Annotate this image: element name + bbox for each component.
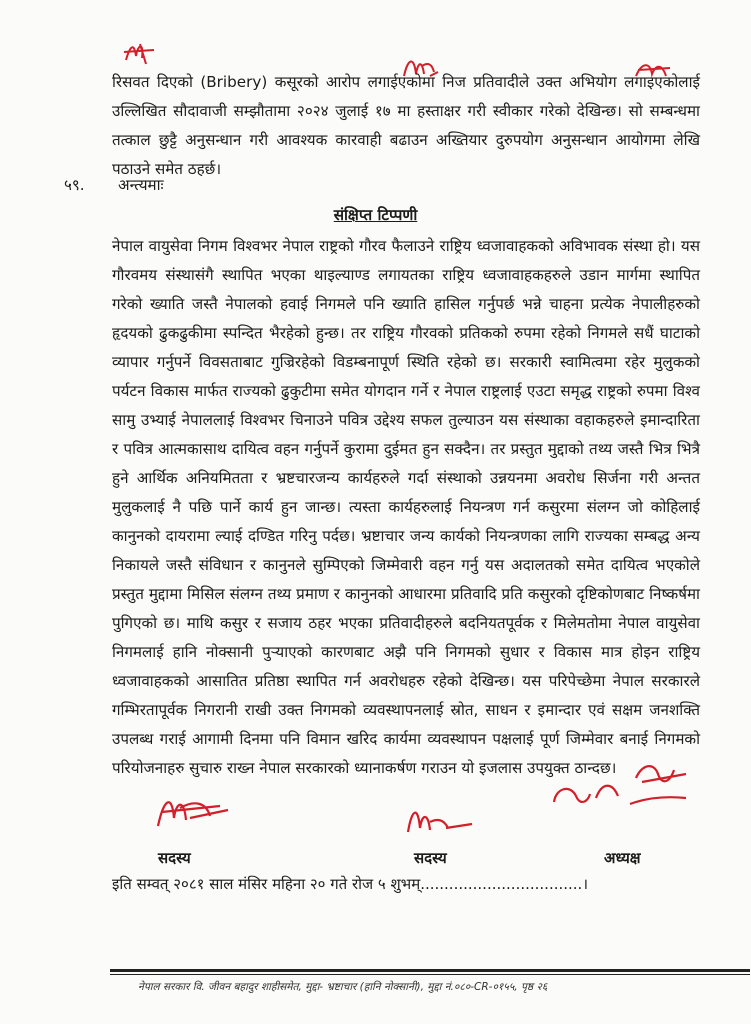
- date-line: इति सम्वत् २०८१ साल मंसिर महिना २० गते रोज ५ शुभम्..................................।: [112, 875, 589, 893]
- signature-left: [150, 788, 240, 836]
- signature-middle: [402, 800, 480, 840]
- heading-text: संक्षिप्त टिप्पणी: [333, 206, 418, 224]
- body-paragraph: [112, 232, 700, 783]
- signatory-role-right: अध्यक्ष: [604, 849, 641, 867]
- signatory-role-left: सदस्य: [158, 849, 191, 867]
- initial-mark-1: [120, 38, 160, 68]
- section-number: ५९.: [64, 176, 85, 194]
- signature-right: [546, 758, 696, 818]
- intro-text: रिसवत दिएको (Bribery) कसूरको आरोप लगाईएकोमा निज प्रतिवादीले उक्त अभियोग लगाइएकोलाई उल्लिखित सौदावाजी सम्झौतामा २०२४ जुलाई १७ मा हस्ताक्षर गरी स्वीकार गरेको देखिन्छ। सो सम्बन्धमा तत्काल छुट्टै अनुसन्धान गरी आवश्यक कारवाही बढाउन अख्तियार दुरुपयोग अनुसन्धान आयोगमा लेखि पठाउने समेत ठहर्छ।: [112, 73, 700, 178]
- signatory-role-middle: सदस्य: [414, 849, 447, 867]
- footer-rule-thick: [110, 969, 750, 972]
- body-text: नेपाल वायुसेवा निगम विश्वभर नेपाल राष्ट्रको गौरव फैलाउने राष्ट्रिय ध्वजावाहकको अविभावक संस्था हो। यस गौरवमय संस्थासंगै स्थापित भएका थाइल्याण्ड लगायतका राष्ट्रिय ध्वजावाहकहरुले उडान मार्गमा स्थापित गरेको ख्याति जस्तै नेपालको हवाई निगमले पनि ख्याति हासिल गर्नुपर्छ भन्ने चाहना प्रत्येक नेपालीहरुको हृदयको ढुकढुकीमा स्पन्दित भैरहेको हुन्छ। तर राष्ट्रिय गौरवको प्रतिकको रुपमा रहेको निगमले सधैं घाटाको व्यापार गर्नुपर्ने विवसताबाट गुज्रिरहेको विडम्बनापूर्ण स्थिति रहेको छ। सरकारी स्वामित्वमा रहेर मुलुकको पर्यटन विकास मार्फत राज्यको ढुकुटीमा समेत योगदान गर्ने र नेपाल राष्ट्रलाई एउटा समृद्ध राष्ट्रको रुपमा विश्व सामु उभ्याई नेपाललाई विश्वभर चिनाउने पवित्र उद्देश्य सफल तुल्याउन यस संस्थाका वहाकहरुले इमान्दारिता र पवित्र आत्मकासाथ दायित्व वहन गर्नुपर्ने कुरामा दुईमत हुन सक्दैन। तर प्रस्तुत मुद्दाको तथ्य जस्तै भित्र भित्रै हुने आर्थिक अनियमितता र भ्रष्टचारजन्य कार्यहरुले गर्दा संस्थाको उन्नयनमा अवरोध सिर्जना गरी अन्तत मुलुकलाई नै पछि पार्ने कार्य हुन जान्छ। त्यस्ता कार्यहरुलाई नियन्त्रण गर्न कसुरमा संलग्न जो कोहिलाई कानुनको दायरामा ल्याई दण्डित गरिनु पर्दछ। भ्रष्टाचार जन्य कार्यको नियन्त्रणका लागि राज्यका सम्बद्ध अन्य निकायले जस्तै संविधान र कानुनले सुम्पिएको जिम्मेवारी वहन गर्नु यस अदालतको समेत दायित्व भएकोले प्रस्तुत मुद्दामा मिसिल संलग्न तथ्य प्रमाण र कानुनको आधारमा प्रतिवादि प्रति कसुरको दृष्टिकोणबाट निष्कर्षमा पुगिएको छ। माथि कसुर र सजाय ठहर भएका प्रतिवादीहरुले बदनियतपूर्वक र मिलेमतोमा नेपाल वायुसेवा निगमलाई हानि नोक्सानी पुऱ्याएको कारणबाट अझै पनि निगमको सुधार र विकास मात्र होइन राष्ट्रिय ध्वजावाहकको आसातित प्रतिष्ठा स्थापित गर्न अवरोधहरु रहेको देखिन्छ। यस परिपेच्छेमा नेपाल सरकारले गम्भिरतापूर्वक निगरानी राखी उक्त निगमको व्यवस्थापनलाई स्रोत, साधन र इमान्दार एवं सक्षम जनशक्ति उपलब्ध गराई आगामी दिनमा पनि विमान खरिद कार्यमा व्यवस्थापन पक्षलाई पूर्ण जिम्मेवार बनाई निगमको परियोजनाहरु सुचारु राख्न नेपाल सरकारको ध्यानाकर्षण गराउन यो इजलास उपयुक्त ठान्दछ।: [112, 237, 700, 777]
- footer-rule-thin: [110, 974, 750, 975]
- footer-caption: नेपाल सरकार वि. जीवन बहादुर शाहीसमेत, मुद्दा- भ्रष्टाचार (हानि नोक्सानी), मुद्दा नं.०८०-CR-०१५५, पृष्ठ २६: [138, 981, 548, 993]
- section-title: अन्त्यमाः: [118, 176, 164, 194]
- heading: [0, 205, 751, 225]
- intro-paragraph: [112, 68, 700, 184]
